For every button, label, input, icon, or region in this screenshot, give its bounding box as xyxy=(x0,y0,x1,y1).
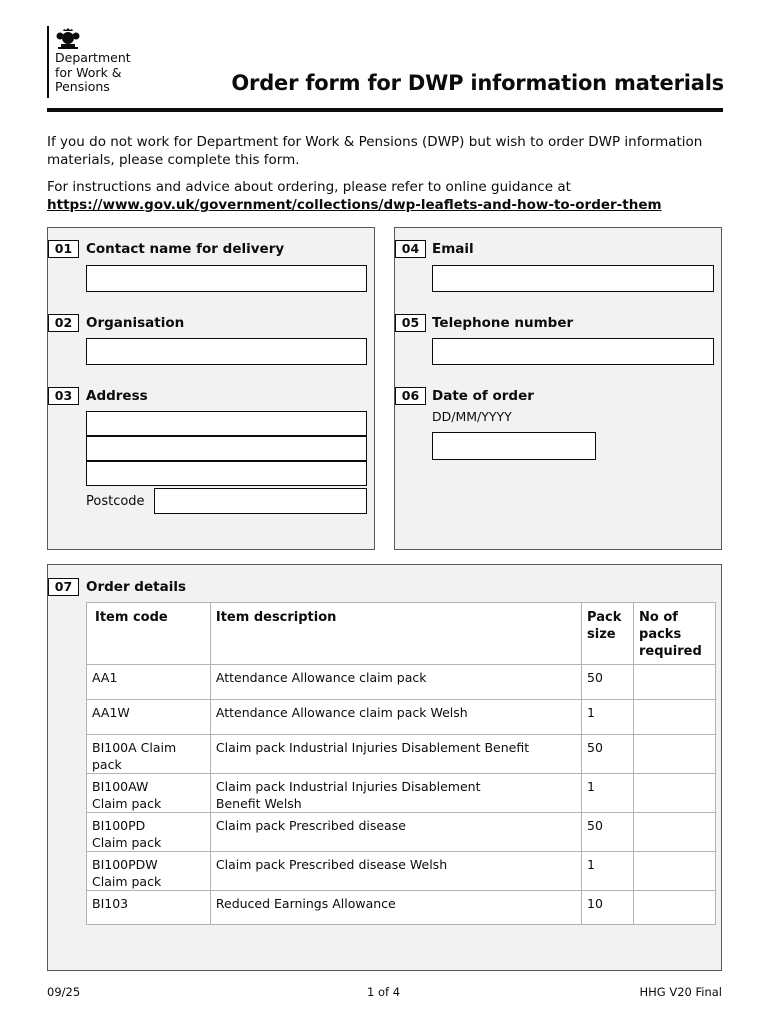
table-row xyxy=(87,735,716,774)
item-code: BI100A Claim pack xyxy=(87,735,211,774)
item-description: Attendance Allowance claim pack xyxy=(210,665,581,700)
question-number-04: 04 xyxy=(395,240,426,258)
packs-required-field[interactable] xyxy=(634,735,716,774)
question-number-02: 02 xyxy=(48,314,79,332)
question-number-07: 07 xyxy=(48,578,79,596)
page-title: Order form for DWP information materials xyxy=(231,71,724,95)
item-code: BI100PDW Claim pack xyxy=(87,852,211,891)
column-header-item-description: Item description xyxy=(210,603,581,665)
item-description: Claim pack Industrial Injuries Disablement Benefit xyxy=(210,735,581,774)
packs-required-field[interactable] xyxy=(634,774,716,813)
date-format-hint: DD/MM/YYYY xyxy=(432,409,512,424)
item-code: AA1W xyxy=(87,700,211,735)
item-code: BI100PD Claim pack xyxy=(87,813,211,852)
pack-size: 1 xyxy=(582,700,634,735)
contact-name-field[interactable] xyxy=(86,265,367,292)
pack-size: 1 xyxy=(582,774,634,813)
item-description: Reduced Earnings Allowance xyxy=(210,891,581,925)
item-code: AA1 xyxy=(87,665,211,700)
question-number-01: 01 xyxy=(48,240,79,258)
footer-date: 09/25 xyxy=(47,985,81,999)
item-code: BI103 xyxy=(87,891,211,925)
table-row xyxy=(87,891,716,925)
table-row xyxy=(87,852,716,891)
date-of-order-label: Date of order xyxy=(432,388,534,404)
packs-required-field[interactable] xyxy=(634,852,716,891)
column-header-packs-required: No of packs required xyxy=(634,603,716,665)
table-row xyxy=(87,665,716,700)
intro-paragraph-2: For instructions and advice about ordering, please refer to online guidance at xyxy=(47,179,571,195)
address-line-1-field[interactable] xyxy=(86,411,367,436)
organisation-label: Organisation xyxy=(86,315,185,331)
table-row xyxy=(87,774,716,813)
organisation-field[interactable] xyxy=(86,338,367,365)
pack-size: 10 xyxy=(582,891,634,925)
item-code: BI100AW Claim pack xyxy=(87,774,211,813)
email-field[interactable] xyxy=(432,265,714,292)
column-header-pack-size: Pack size xyxy=(582,603,634,665)
packs-required-field[interactable] xyxy=(634,813,716,852)
telephone-label: Telephone number xyxy=(432,315,574,331)
question-number-06: 06 xyxy=(395,387,426,405)
logo-text: Department for Work & Pensions xyxy=(55,50,131,94)
column-header-item-code: Item code xyxy=(87,603,211,665)
title-rule xyxy=(47,108,723,112)
pack-size: 50 xyxy=(582,813,634,852)
guidance-link[interactable]: https://www.gov.uk/government/collections/dwp-leaflets-and-how-to-order-them xyxy=(47,197,662,213)
royal-crest-icon xyxy=(55,26,81,50)
item-description: Claim pack Prescribed disease Welsh xyxy=(210,852,581,891)
pack-size: 1 xyxy=(582,852,634,891)
contact-name-label: Contact name for delivery xyxy=(86,241,285,257)
order-table xyxy=(86,602,716,925)
order-table-header xyxy=(87,603,716,665)
intro-text xyxy=(47,133,723,214)
footer-version: HHG V20 Final xyxy=(639,985,722,999)
email-label: Email xyxy=(432,241,474,257)
footer-page-number: 1 of 4 xyxy=(367,985,401,999)
packs-required-field[interactable] xyxy=(634,891,716,925)
table-row xyxy=(87,813,716,852)
packs-required-field[interactable] xyxy=(634,665,716,700)
item-description: Claim pack Industrial Injuries Disablement Benefit Welsh xyxy=(210,774,581,813)
pack-size: 50 xyxy=(582,665,634,700)
question-number-05: 05 xyxy=(395,314,426,332)
packs-required-field[interactable] xyxy=(634,700,716,735)
pack-size: 50 xyxy=(582,735,634,774)
order-details-label: Order details xyxy=(86,579,186,595)
telephone-field[interactable] xyxy=(432,338,714,365)
postcode-field[interactable] xyxy=(154,488,367,514)
date-of-order-field[interactable] xyxy=(432,432,596,460)
address-line-3-field[interactable] xyxy=(86,461,367,486)
address-label: Address xyxy=(86,388,148,404)
postcode-label: Postcode xyxy=(86,494,145,509)
item-description: Claim pack Prescribed disease xyxy=(210,813,581,852)
question-number-03: 03 xyxy=(48,387,79,405)
item-description: Attendance Allowance claim pack Welsh xyxy=(210,700,581,735)
table-row xyxy=(87,700,716,735)
intro-paragraph-1: If you do not work for Department for Work & Pensions (DWP) but wish to order DWP information materials, please complete this form. xyxy=(47,134,703,168)
address-line-2-field[interactable] xyxy=(86,436,367,461)
dwp-logo xyxy=(47,26,159,98)
